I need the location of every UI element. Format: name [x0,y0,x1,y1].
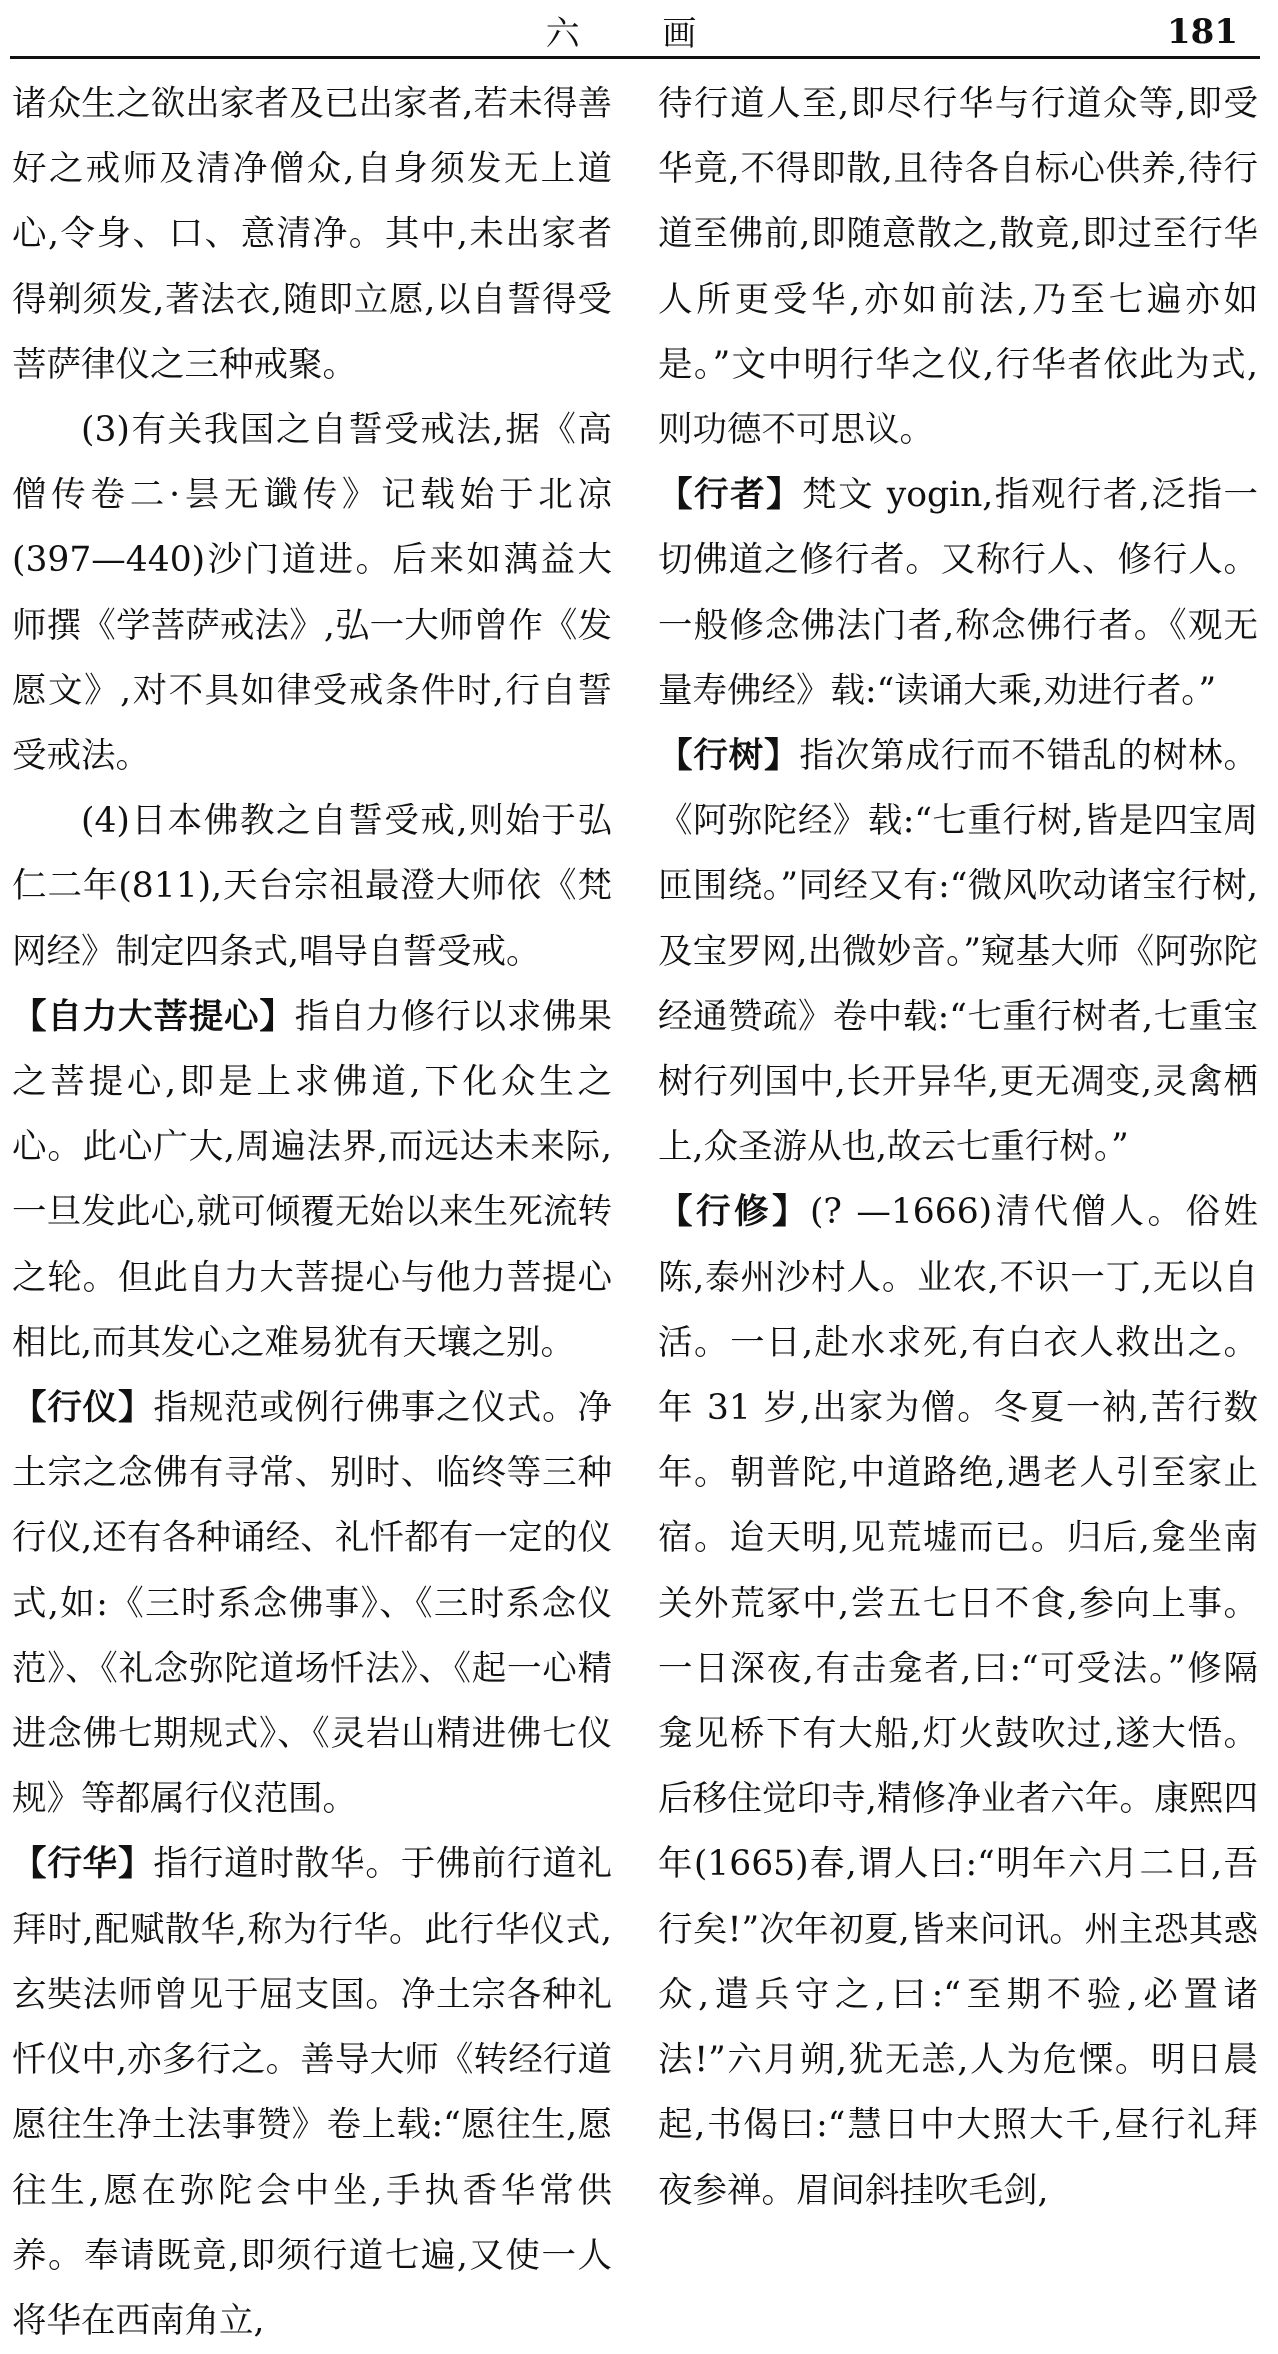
dictionary-entry [12,985,612,1376]
paragraph [12,398,612,789]
entry-headword: 【行者】 [658,475,803,516]
entry-headword: 【行仪】 [12,1388,154,1429]
entry-headword: 【自力大菩提心】 [12,996,295,1037]
entry-text: 指次第成行而不错乱的树林。《阿弥陀经》载:“七重行树,皆是四宝周匝围绕。”同经又有:“微风吹动诸宝行树,及宝罗网,出微妙音。”窥基大师《阿弥陀经通赞疏》卷中载:“七重行树者,七重宝树行列国中,长开异华,更无凋变,灵禽栖上,众圣游从也,故云七重行树。” [658,736,1258,1168]
header-divider [10,56,1260,59]
left-column [12,72,612,2341]
paragraph-text: (3)有关我国之自誓受戒法,据《高僧传卷二·昙无谶传》记载始于北凉(397—440)沙门道进。后来如蕅益大师撰《学菩萨戒法》,弘一大师曾作《发愿文》,对不具如律受戒条件时,行自誓受戒法。 [12,410,612,777]
dictionary-entry [658,724,1258,1180]
entry-text: 指规范或例行佛事之仪式。净土宗之念佛有寻常、别时、临终等三种行仪,还有各种诵经、礼忏都有一定的仪式,如:《三时系念佛事》、《三时系念仪范》、《礼念弥陀道场忏法》、《起一心精进念佛七期规式》、《灵岩山精进佛七仪规》等都属行仪范围。 [12,1388,612,1820]
dictionary-entry [658,1180,1258,2223]
page-header [0,0,1278,64]
dictionary-entry [658,463,1258,724]
paragraph-text: 诸众生之欲出家者及已出家者,若未得善好之戒师及清净僧众,自身须发无上道心,令身、口、意清净。其中,未出家者得剃须发,著法衣,随即立愿,以自誓得受菩萨律仪之三种戒聚。 [12,84,612,385]
entry-text: 指自力修行以求佛果之菩提心,即是上求佛道,下化众生之心。此心广大,周遍法界,而远达未来际,一旦发此心,就可倾覆无始以来生死流转之轮。但此自力大菩提心与他力菩提心相比,而其发心之难易犹有天壤之别。 [12,996,612,1363]
running-title: 六 画 [545,14,733,54]
entry-headword: 【行树】 [658,736,800,777]
paragraph-text: (4)日本佛教之自誓受戒,则始于弘仁二年(811),天台宗祖最澄大师依《梵网经》制定四条式,唱导自誓受戒。 [12,801,612,972]
dictionary-entry [12,1832,612,2354]
entry-text: 梵文 yogin,指观行者,泛指一切佛道之修行者。又称行人、修行人。一般修念佛法门者,称念佛行者。《观无量寿佛经》载:“读诵大乘,劝进行者。” [658,475,1259,711]
paragraph [12,789,612,985]
entry-text: 指行道时散华。于佛前行道礼拜时,配赋散华,称为行华。此行华仪式,玄奘法师曾见于屈支国。净土宗各种礼忏仪中,亦多行之。善导大师《转经行道愿往生净土法事赞》卷上载:“愿往生,愿往生,愿在弥陀会中坐,手执香华常供养。奉请既竟,即须行道七遍,又使一人将华在西南角立, [12,1844,612,2341]
paragraph [658,72,1258,463]
entry-headword: 【行华】 [12,1844,154,1885]
entry-text: (? —1666)清代僧人。俗姓陈,泰州沙村人。业农,不识一丁,无以自活。一日,赴水求死,有白衣人救出之。年 31 岁,出家为僧。冬夏一衲,苦行数年。朝普陀,中道路绝,遇老人引至家止宿。迨天明,见荒墟而已。归后,龛坐南关外荒冢中,尝五七日不食,参向上事。一日深夜,有击龛者,曰:“可受法。”修隔龛见桥下有大船,灯火鼓吹过,遂大悟。后移住觉印寺,精修净业者六年。康熙四年(1665)春,谓人曰:“明年六月二日,吾行矣!”次年初夏,皆来问讯。州主恐其惑众,遣兵守之,曰:“至期不验,必置诸法!”六月朔,犹无恙,人为危慄。明日晨起,书偈曰:“慧日中大照大千,昼行礼拜夜参禅。眉间斜挂吹毛剑, [658,1192,1258,2211]
entry-headword: 【行修】 [658,1192,810,1233]
dictionary-entry [12,1376,612,1832]
right-column [658,72,1259,2211]
paragraph [12,72,612,398]
page-number: 181 [1167,12,1238,52]
paragraph-text: 待行道人至,即尽行华与行道众等,即受华竟,不得即散,且待各自标心供养,待行道至佛前,即随意散之,散竟,即过至行华人所更受华,亦如前法,乃至七遍亦如是。”文中明行华之仪,行华者依此为式,则功德不可思议。 [658,84,1258,451]
